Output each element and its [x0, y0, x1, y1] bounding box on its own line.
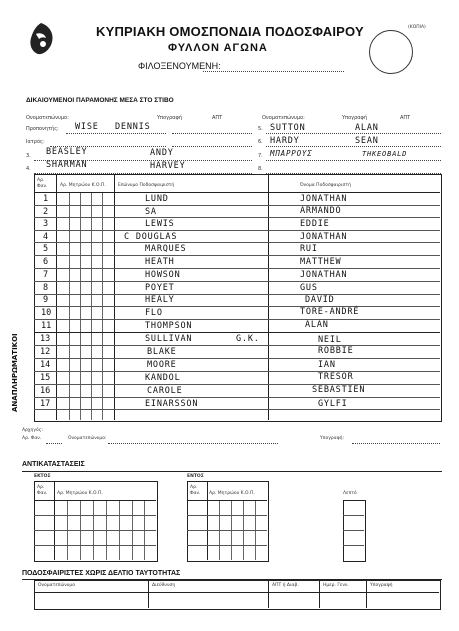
- subs-divider: [34, 332, 440, 333]
- player-first: ALAN: [305, 320, 329, 330]
- row-line: [34, 397, 440, 398]
- staff-surname: SHARMAN: [46, 160, 88, 170]
- row-line: [34, 205, 440, 206]
- header-divider: [34, 500, 156, 501]
- col-divider: [268, 580, 269, 608]
- substitutions-rule: [22, 471, 442, 472]
- player-first: ARMANDO: [300, 206, 342, 216]
- player-no: 10: [41, 308, 52, 318]
- in-col-reg: Αρ. Μητρώου Κ.Ο.Π.: [209, 491, 255, 496]
- player-first: JONATHAN: [300, 232, 348, 242]
- no-id-col: Ονοματεπώνυμο: [38, 583, 75, 588]
- no-id-col: ΑΠΤ ή Διαβ.: [272, 583, 299, 588]
- staff-line: [266, 160, 441, 161]
- player-surname: CAROLE: [147, 386, 183, 396]
- staff-line: [172, 146, 252, 147]
- staff-label: 6.: [258, 139, 263, 145]
- staff-line: [266, 133, 441, 134]
- no-id-title: ΠΟΔΟΣΦΑΙΡΙΣΤΕΣ ΧΩΡΙΣ ΔΕΛΤΙΟ ΤΑΥΤΟΤΗΤΑΣ: [22, 570, 181, 577]
- col-divider: [319, 580, 320, 608]
- player-no: 7: [43, 270, 49, 280]
- no-id-col: Διεύθυνση: [152, 583, 176, 588]
- minute-label: Λεπτό: [343, 491, 357, 496]
- captain-sign-label: Υπογραφή:: [320, 436, 345, 441]
- player-no: 4: [43, 232, 49, 242]
- minute-box: [343, 500, 366, 562]
- staff-col-sign-left: Υπογραφή: [157, 115, 183, 121]
- staff-col-apt-right: ΑΠΤ: [400, 115, 411, 121]
- staff-col-apt-left: ΑΠΤ: [212, 115, 223, 121]
- col-first-header: Όνομα Ποδοσφαιριστή: [300, 183, 351, 188]
- sheet-title: ΦΥΛΛΟΝ ΑΓΩΝΑ: [168, 42, 268, 54]
- player-no: 5: [43, 244, 49, 254]
- player-first: TRESOR: [318, 372, 354, 382]
- player-note: G.K.: [236, 334, 260, 344]
- row-line: [34, 294, 440, 295]
- staff-surname: BEASLEY: [46, 147, 88, 157]
- player-surname: KANDOL: [145, 373, 181, 383]
- player-surname: FLO: [145, 308, 163, 318]
- out-col-no: Αρ. Φαν.: [37, 485, 48, 496]
- staff-line: [266, 146, 441, 147]
- host-line: [203, 71, 344, 72]
- player-surname: MARQUES: [145, 244, 187, 254]
- col-divider: [366, 580, 367, 608]
- player-no: 13: [40, 334, 51, 344]
- player-no: 3: [43, 219, 49, 229]
- row-line: [34, 530, 156, 531]
- host-label: ΦΙΛΟΞΕΝΟΥΜΕΝΗ:: [138, 61, 221, 71]
- staff-first: SEAN: [355, 136, 379, 146]
- player-no: 16: [40, 386, 51, 396]
- player-first: GYLFI: [318, 399, 348, 409]
- staff-label: 8.: [258, 166, 263, 172]
- staff-surname: SUTTON: [270, 123, 306, 133]
- staff-line: [66, 133, 166, 134]
- player-first: EDDIE: [300, 219, 330, 229]
- staff-first: HARVEY: [150, 161, 186, 171]
- staff-surname: HARDY: [270, 136, 300, 146]
- player-surname: POYET: [145, 283, 175, 293]
- player-surname: SULLIVAN: [145, 334, 193, 344]
- player-surname: THOMPSON: [145, 321, 193, 331]
- player-no: 1: [43, 194, 49, 204]
- staff-surname: WISE: [75, 122, 99, 132]
- row-line: [34, 545, 156, 546]
- row-line: [34, 319, 440, 320]
- row-line: [34, 242, 440, 243]
- player-first: NEIL: [318, 335, 342, 345]
- player-first: DAVID: [305, 295, 335, 305]
- row-line: [34, 384, 440, 385]
- in-label: ΕΝΤΟΣ: [187, 474, 204, 479]
- row-line: [34, 306, 440, 307]
- substitutions-title: ΑΝΤΙΚΑΤΑΣΤΑΣΕΙΣ: [22, 461, 85, 468]
- no-id-col: Ημερ. Γενν.: [323, 583, 349, 588]
- col-surname-header: Επώνυμο Ποδοσφαιριστή: [118, 183, 175, 188]
- header-divider: [34, 192, 440, 193]
- captain-no-line: [46, 443, 62, 444]
- subs-vertical-label: ΑΝΑΠΛΗΡΩΜΑΤΙΚΟΙ: [11, 333, 19, 412]
- player-surname: MOORE: [147, 360, 177, 370]
- captain-sign-line: [352, 443, 440, 444]
- player-surname: C DOUGLAS: [124, 232, 178, 242]
- staff-surname: ΜΠΑΡΡΟΥΣ: [270, 149, 313, 158]
- staff-label: Προπονητής:: [26, 126, 59, 132]
- player-no: 9: [43, 295, 49, 305]
- federation-name: ΚΥΠΡΙΑΚΗ ΟΜΟΣΠΟΝΔΙΑ ΠΟΔΟΣΦΑΙΡΟΥ: [96, 24, 364, 39]
- player-no: 15: [40, 373, 51, 383]
- staff-first: ALAN: [355, 123, 379, 133]
- staff-label: Ιατρός:: [26, 139, 45, 145]
- player-first: JONATHAN: [300, 270, 348, 280]
- player-first: GUS: [300, 283, 318, 293]
- staff-label: 7.: [258, 153, 263, 159]
- player-no: 6: [43, 257, 49, 267]
- player-first: SEBASTIEN: [312, 385, 366, 395]
- staff-col-name-right: Ονοματεπώνυμο:: [262, 115, 305, 121]
- staff-label: 3.: [26, 153, 31, 159]
- player-no: 11: [41, 321, 52, 331]
- row-line: [34, 230, 440, 231]
- captain-name-line: [108, 443, 278, 444]
- col-divider: [207, 481, 208, 560]
- row-line: [34, 268, 440, 269]
- staff-first: ANDY: [150, 148, 174, 158]
- out-label: ΕΚΤΟΣ: [34, 474, 51, 479]
- player-first: TORE-ANDRÉ: [300, 307, 360, 317]
- captain-name-label: Ονοματεπώνυμο:: [68, 436, 107, 441]
- row-line: [34, 217, 440, 218]
- header-divider: [187, 500, 267, 501]
- header-divider: [34, 592, 439, 593]
- col-no-header: Αρ. Φαν.: [37, 178, 48, 189]
- player-surname: SA: [145, 207, 157, 217]
- player-first: RUI: [300, 244, 318, 254]
- staff-label: 5.: [258, 126, 263, 132]
- player-first: MATTHEW: [300, 257, 342, 267]
- row-line: [187, 530, 267, 531]
- col-divider: [54, 481, 55, 560]
- staff-col-sign-right: Υπογραφή: [342, 115, 368, 121]
- player-surname: HEATH: [145, 257, 175, 267]
- player-surname: EINARSSON: [145, 399, 199, 409]
- row-line: [343, 530, 364, 531]
- stamp-label: (ΚΟΠΙΑ): [408, 25, 426, 30]
- col-reg-header: Αρ. Μητρώου Κ.Ο.Π.: [60, 183, 106, 188]
- bench-section-title: ΔΙΚΑΙΟΥΜΕΝΟΙ ΠΑΡΑΜΟΝΗΣ ΜΕΣΑ ΣΤΟ ΣΤΙΒΟ: [26, 97, 174, 104]
- player-surname: HOWSON: [145, 270, 181, 280]
- row-line: [343, 515, 364, 516]
- row-line: [34, 281, 440, 282]
- player-no: 14: [40, 360, 51, 370]
- player-no: 8: [43, 283, 49, 293]
- row-line: [187, 545, 267, 546]
- staff-label: 4.: [26, 166, 31, 172]
- player-first: JONATHAN: [300, 194, 348, 204]
- player-surname: HEALY: [145, 295, 175, 305]
- row-line: [34, 345, 440, 346]
- player-no: 12: [40, 347, 51, 357]
- stamp-circle: [369, 30, 413, 74]
- staff-first: DENNIS: [115, 122, 151, 132]
- no-id-col: Υπογραφή: [370, 583, 393, 588]
- row-line: [34, 515, 156, 516]
- out-col-reg: Αρ. Μητρώου Κ.Ο.Π.: [57, 491, 103, 496]
- row-line: [187, 515, 267, 516]
- federation-logo: [26, 22, 56, 56]
- in-col-no: Αρ. Φαν.: [190, 485, 201, 496]
- player-surname: BLAKE: [147, 347, 177, 357]
- staff-first: ΤΗΚΕΟΒΑLD: [362, 150, 408, 158]
- row-line: [343, 545, 364, 546]
- player-first: ROBBIE: [318, 346, 354, 356]
- col-divider: [148, 580, 149, 608]
- player-no: 2: [43, 207, 49, 217]
- row-line: [34, 371, 440, 372]
- staff-line: [172, 133, 252, 134]
- row-line: [34, 409, 440, 410]
- player-first: IAN: [318, 360, 336, 370]
- captain-no-label: Αρ. Φαν.: [22, 436, 42, 441]
- row-line: [34, 358, 440, 359]
- player-surname: LEWIS: [145, 219, 175, 229]
- staff-col-name-left: Ονοματεπώνυμο:: [26, 115, 69, 121]
- player-no: 17: [40, 399, 51, 409]
- row-line: [34, 255, 440, 256]
- captain-label: Αρχηγός:: [22, 428, 43, 433]
- player-surname: LUND: [145, 194, 169, 204]
